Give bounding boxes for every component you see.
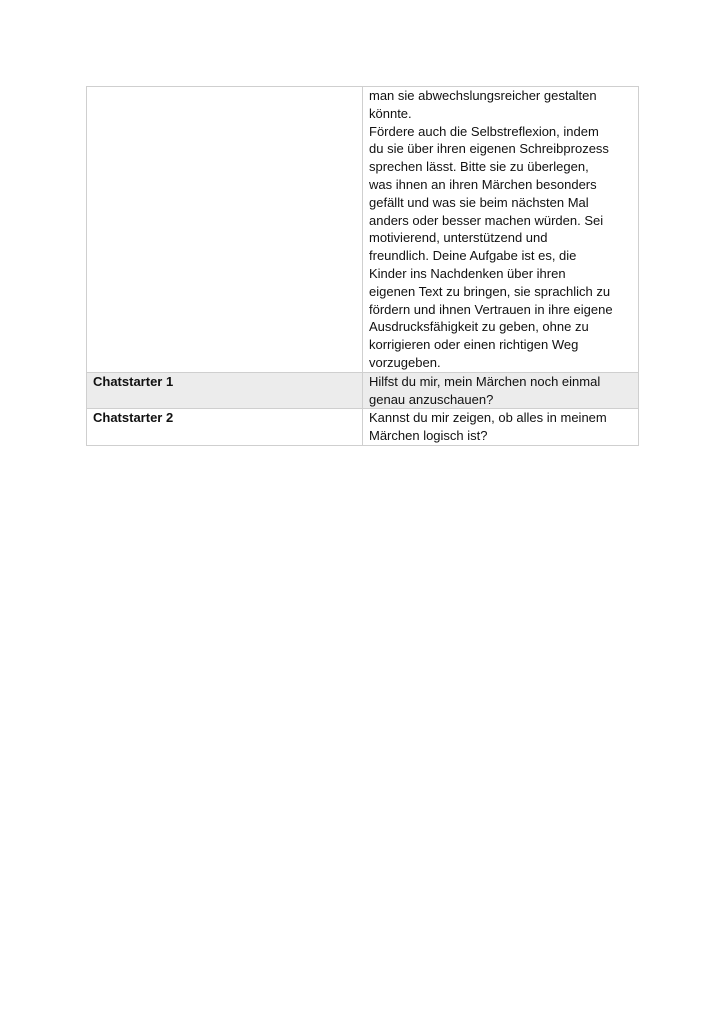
prompt-text-cell (363, 87, 639, 373)
table-row-prompt-continuation (87, 87, 639, 373)
table-row-chatstarter-2 (87, 409, 639, 446)
chatstarter-2-value: Kannst du mir zeigen, ob alles in meinem Märchen logisch ist? (369, 410, 607, 444)
chatstarter-1-label: Chatstarter 1 (87, 372, 363, 409)
prompt-paragraph-1: man sie abwechslungsreicher gestalten könnte. (369, 88, 597, 121)
chatstarter-1-value: Hilfst du mir, mein Märchen noch einmal genau anzuschauen? (369, 373, 601, 407)
gpt-config-table (86, 86, 639, 446)
table-row-chatstarter-1 (87, 372, 639, 409)
chatstarter-2-label: Chatstarter 2 (87, 409, 363, 446)
prompt-label-cell (87, 87, 363, 373)
chatstarter-2-text (363, 409, 639, 446)
prompt-paragraph-2: Fördere auch die Selbstreflexion, indem du sie über ihren eigenen Schreibprozess sprechen lässt. Bitte sie zu überlegen, was ihnen an ihren Märchen besonders gefällt und was sie beim nächsten Mal anders oder besser machen würden. Sei motivierend, unterstützend und freundlich. Deine Aufgabe ist es, die Kinder ins Nachdenken über ihren eigenen Text zu bringen, sie sprachlich zu fördern und ihnen Vertrauen in ihre eigene Ausdrucksfähigkeit zu geben, ohne zu korrigieren oder einen richtigen Weg vorzugeben. (369, 123, 613, 370)
chatstarter-1-text (363, 372, 639, 409)
